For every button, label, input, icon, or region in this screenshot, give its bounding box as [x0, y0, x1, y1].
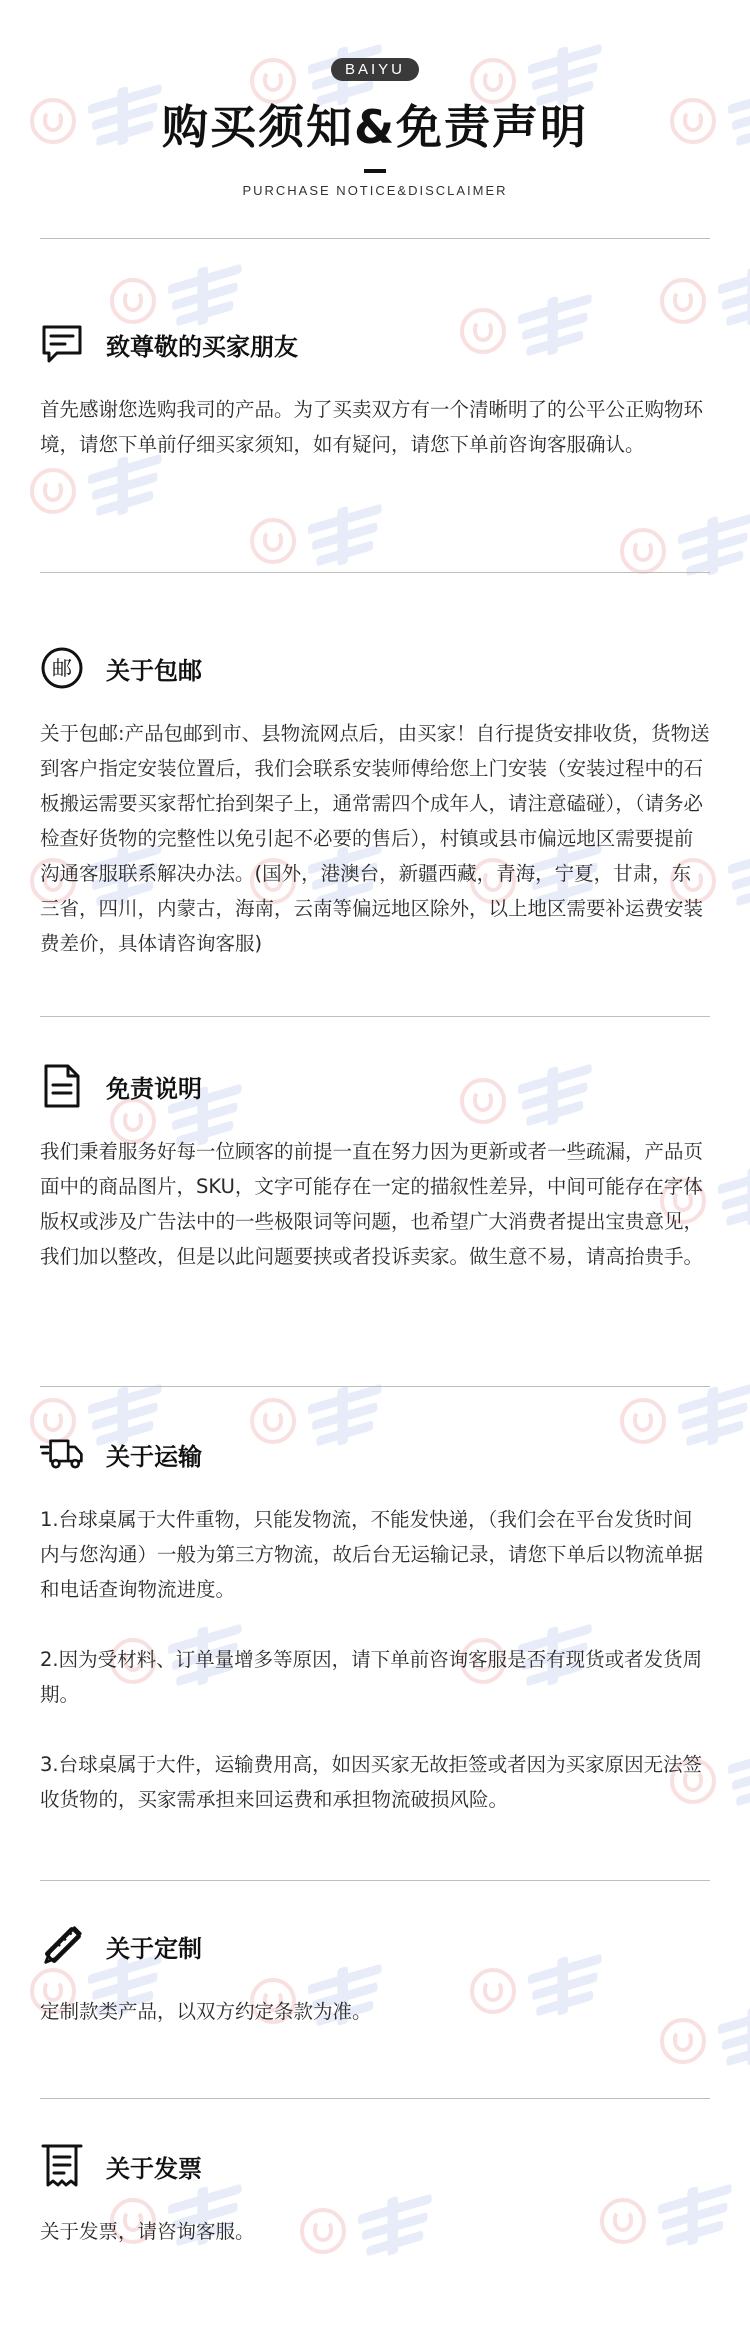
- mail-seal-icon: [40, 646, 84, 690]
- section-text: [40, 1502, 710, 1817]
- section-title: 关于发票: [106, 2154, 202, 2183]
- section-invoice: [40, 2140, 710, 2249]
- section-title: 关于运输: [106, 1442, 202, 1471]
- section-text: [40, 2214, 710, 2249]
- truck-icon: [40, 1432, 84, 1476]
- watermark-logo: [30, 450, 180, 540]
- section-header: [40, 1060, 710, 1112]
- section-disclaimer: [40, 1060, 710, 1274]
- section-title: 关于包邮: [106, 656, 202, 685]
- section-divider: [40, 572, 710, 573]
- section-text: [40, 716, 710, 961]
- brand-badge: BAIYU: [331, 58, 419, 81]
- ruler-pencil-icon: [40, 1924, 84, 1968]
- watermark-logo: [250, 500, 400, 590]
- section-transport: [40, 1428, 710, 1817]
- paragraph: 首先感谢您选购我司的产品。为了买卖双方有一个清晰明了的公平公正购物环境，请您下单前仔细买家须知，如有疑问，请您下单前咨询客服确认。: [40, 398, 704, 456]
- page-title: 购买须知&免责声明: [161, 100, 589, 154]
- section-divider: [40, 238, 710, 239]
- page-header: [0, 0, 750, 198]
- paragraph: 3.台球桌属于大件，运输费用高，如因买家无故拒签或者因为买家原因无法签收货物的，买家需承担来回运费和承担物流破损风险。: [40, 1753, 703, 1811]
- section-header: [40, 318, 710, 370]
- paragraph: 2.因为受材料、订单量增多等原因，请下单前咨询客服是否有现货或者发货周期。: [40, 1648, 703, 1706]
- section-divider: [40, 1880, 710, 1881]
- section-divider: [40, 1016, 710, 1017]
- page-subtitle: PURCHASE NOTICE&DISCLAIMER: [242, 183, 508, 198]
- section-custom: [40, 1920, 710, 2029]
- section-text: [40, 392, 710, 462]
- section-header: [40, 642, 710, 694]
- paragraph: 定制款类产品，以双方约定条款为准。: [40, 2000, 372, 2023]
- section-divider: [40, 1386, 710, 1387]
- section-greeting: [40, 318, 710, 462]
- section-title: 免责说明: [106, 1074, 202, 1103]
- paragraph: 1.台球桌属于大件重物，只能发物流，不能发快递，（我们会在平台发货时间内与您沟通）一般为第三方物流，故后台无运输记录，请您下单后以物流单据和电话查询物流进度。: [40, 1508, 704, 1601]
- section-free-shipping: [40, 642, 710, 961]
- section-divider: [40, 2098, 710, 2099]
- section-title: 关于定制: [106, 1934, 202, 1963]
- paragraph: 关于发票，请咨询客服。: [40, 2220, 255, 2243]
- paragraph: 关于包邮:产品包邮到市、县物流网点后，由买家！自行提货安排收货，货物送到客户指定安装位置后，我们会联系安装师傅给您上门安装（安装过程中的石板搬运需要买家帮忙抬到架子上，通常需四个成年人，请注意磕碰），（请务必检查好货物的完整性以免引起不必要的售后），村镇或县市偏远地区需要提前沟通客服联系解决办法。(国外，港澳台，新疆西藏，青海，宁夏，甘肃，东三省，四川，内蒙古，海南，云南等偏远地区除外，以上地区需要补运费安装费差价，具体请咨询客服): [40, 722, 710, 955]
- watermark-logo: [620, 510, 750, 600]
- mail-seal-glyph: 邮: [52, 656, 72, 680]
- section-text: [40, 1134, 710, 1274]
- title-divider-dash: [364, 169, 386, 173]
- section-title: 致尊敬的买家朋友: [106, 332, 298, 361]
- section-text: [40, 1994, 710, 2029]
- section-header: [40, 2140, 710, 2192]
- paragraph: 我们秉着服务好每一位顾客的前提一直在努力因为更新或者一些疏漏，产品页面中的商品图片，SKU，文字可能存在一定的描叙性差异，中间可能存在字体版权或涉及广告法中的一些极限词等问题，也希望广大消费者提出宝贵意见，我们加以整改，但是以此问题要挟或者投诉卖家。做生意不易，请高抬贵手。: [40, 1140, 704, 1268]
- document-icon: [40, 1064, 84, 1108]
- section-header: [40, 1920, 710, 1972]
- receipt-icon: [40, 2144, 84, 2188]
- section-header: [40, 1428, 710, 1480]
- chat-bubble-icon: [40, 322, 84, 366]
